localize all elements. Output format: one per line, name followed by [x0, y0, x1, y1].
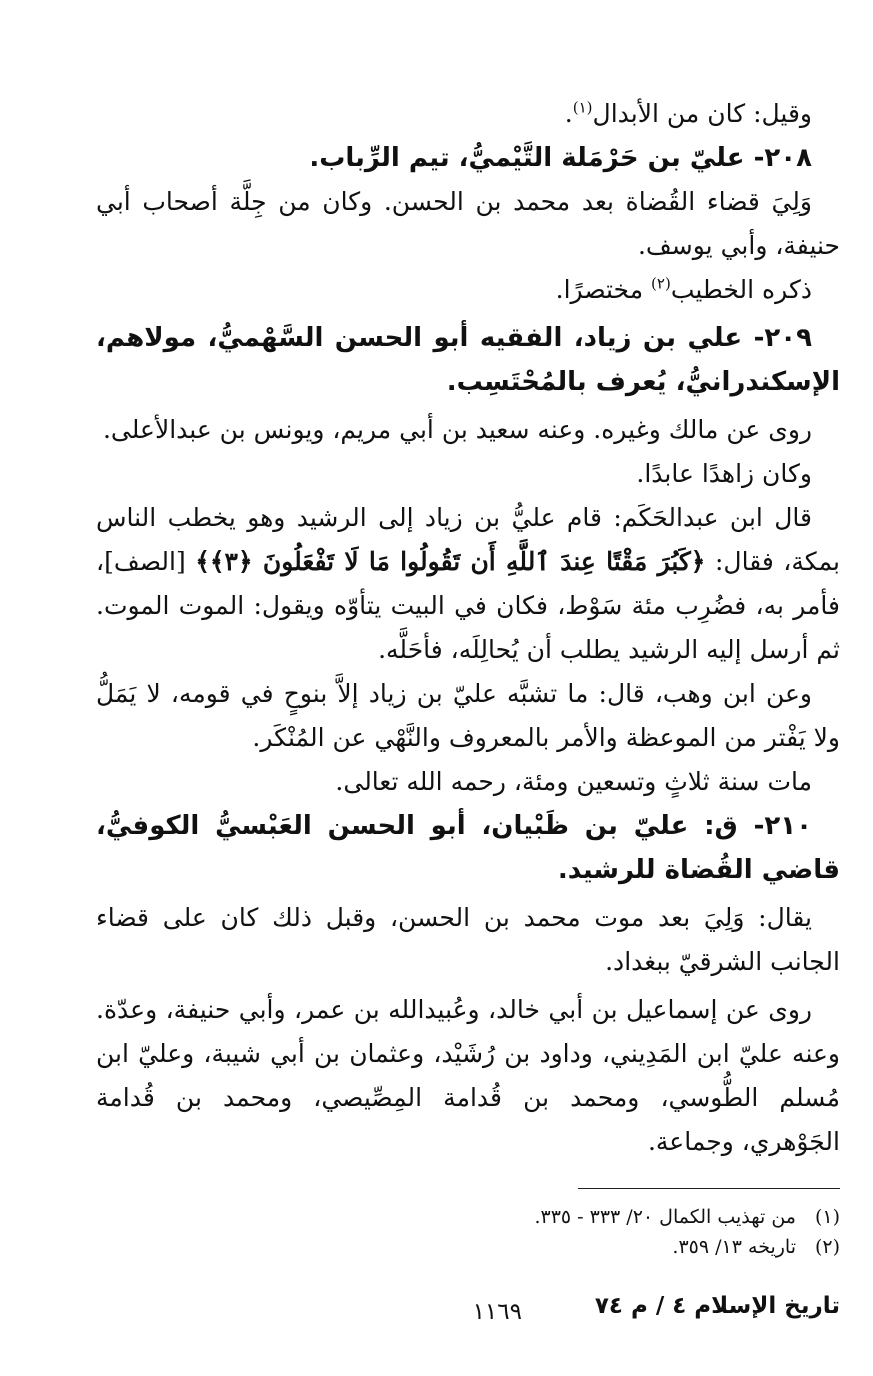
footnote-ref-1: (١)	[572, 98, 593, 117]
paragraph-entry-208: وَلِيَ قضاء القُضاة بعد محمد بن الحسن. وكان من جِلَّة أصحاب أبي حنيفة، وأبي يوسف.	[96, 187, 840, 260]
entry-heading-208: ٢٠٨- عليّ بن حَرْمَلة التَّيْميُّ، تيم الرِّباب.	[309, 143, 812, 173]
paragraph-entry-210-narration: روى عن إسماعيل بن أبي خالد، وعُبيدالله بن عمر، وأبي حنيفة، وعدّة. وعنه عليّ ابن المَدِيني، وداود بن رُشَيْد، وعثمان بن أبي شيبة، وعليّ ابن مُسلم الطُّوسي، ومحمد بن قُدامة المِصِّيصي، ومحمد بن قُدامة الجَوْهري، وجماعة.	[96, 995, 840, 1156]
paragraph-abdal	[96, 92, 840, 136]
footnote-number: (١)	[814, 1206, 840, 1228]
footnote-item	[100, 1232, 840, 1262]
paragraph-end: مختصرًا.	[555, 275, 652, 304]
footnote-text: تاريخه ١٣/ ٣٥٩.	[672, 1236, 796, 1258]
main-text	[96, 92, 840, 1164]
page-number: ١١٦٩	[472, 1299, 522, 1325]
footnote-ref-2: (٢)	[651, 274, 671, 293]
book-signature: تاريخ الإسلام ٤ / م ٧٤	[594, 1293, 840, 1319]
paragraph-entry-210-office: يقال: وَلِيَ بعد موت محمد بن الحسن، وقبل ذلك كان على قضاء الجانب الشرقيّ ببغداد.	[96, 903, 840, 976]
paragraph-entry-209-ibn-wahb: وعن ابن وهب، قال: ما تشبَّه عليّ بن زياد إلاَّ بنوحٍ في قومه، لا يَمَلُّ ولا يَفْتر من الموعظة والأمر بالمعروف والنَّهْي عن المُنْكَر.	[96, 679, 840, 752]
paragraph-entry-209-ascetic: وكان زاهدًا عابدًا.	[636, 459, 812, 488]
paragraph-entry-209-death: مات سنة ثلاثٍ وتسعين ومئة، رحمه الله تعالى.	[335, 767, 812, 796]
paragraph-text: قال ابن عبدالحَكَم: قام عليُّ بن زياد إلى الرشيد وهو يخطب الناس بمكة، فقال:	[96, 503, 840, 576]
quran-verse: ﴿كَبُرَ مَقْتًا عِندَ ٱللَّهِ أَن تَقُولُوا مَا لَا تَفْعَلُونَ ﴿٣﴾﴾	[195, 547, 706, 576]
footnote-item	[100, 1202, 840, 1232]
paragraph-end: .	[564, 99, 573, 128]
paragraph-text: ذكره الخطيب	[670, 275, 812, 304]
paragraph-entry-209-narration: روى عن مالك وغيره. وعنه سعيد بن أبي مريم، ويونس بن عبدالأعلى.	[102, 415, 812, 444]
entry-heading-210: ٢١٠- ق: عليّ بن ظَبْيان، أبو الحسن العَبْسيُّ الكوفيُّ، قاضي القُضاة للرشيد.	[96, 811, 840, 885]
footnote-divider	[578, 1188, 840, 1189]
footnote-text: من تهذيب الكمال ٢٠/ ٣٣٣ - ٣٣٥.	[534, 1206, 796, 1228]
footnotes	[100, 1202, 840, 1262]
entry-heading-209: ٢٠٩- علي بن زياد، الفقيه أبو الحسن السَّهْميُّ، مولاهم، الإسكندرانيُّ، يُعرف بالمُحْتَسِب.	[96, 323, 840, 397]
paragraph-khatib	[96, 268, 840, 312]
paragraph-text: وقيل: كان من الأبدال	[592, 99, 812, 128]
paragraph-entry-209-story	[96, 496, 840, 672]
paragraph-text: [الصف]، فأمر به، فضُرِب مئة سَوْط، فكان في البيت يتأوّه ويقول: الموت الموت. ثم أرسل إليه الرشيد يطلب أن يُحالِلَه، فأحَلَّه.	[96, 547, 840, 664]
footnote-number: (٢)	[814, 1236, 840, 1258]
page-footer	[96, 1286, 840, 1326]
